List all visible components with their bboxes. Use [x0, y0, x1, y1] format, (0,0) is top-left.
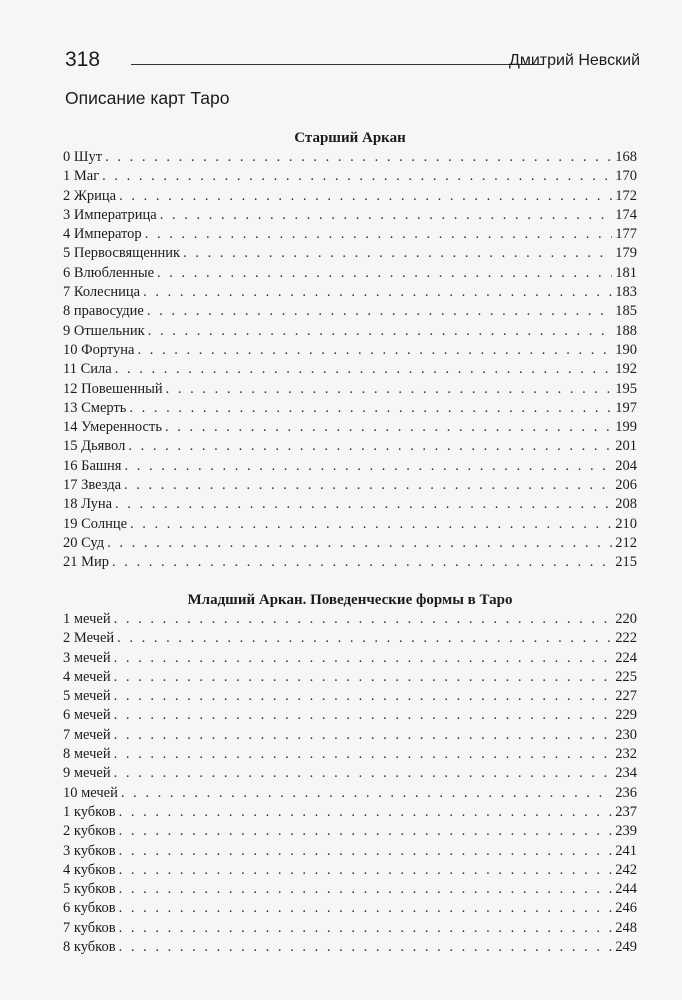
dot-leader — [114, 745, 613, 764]
dot-leader — [128, 437, 612, 456]
toc-entry-page: 181 — [615, 264, 637, 281]
toc-entry-page: 190 — [615, 341, 637, 358]
toc-entry-page: 208 — [615, 496, 637, 513]
toc-list-minor-arcana — [63, 610, 637, 957]
toc-entry-title: 16 Башня — [63, 457, 122, 474]
toc-entry-page: 225 — [615, 668, 637, 685]
dot-leader — [130, 515, 612, 534]
toc-entry-page: 232 — [615, 746, 637, 763]
toc-entry-title: 7 кубков — [63, 919, 116, 936]
toc-entry-page: 242 — [615, 861, 637, 878]
toc-entry — [63, 457, 637, 476]
toc-entry-page: 210 — [615, 515, 637, 532]
toc-entry-page: 168 — [615, 149, 637, 165]
dot-leader — [114, 649, 613, 668]
dot-leader — [105, 148, 612, 167]
toc-entry-title: 9 Отшельник — [63, 322, 145, 339]
dot-leader — [121, 784, 612, 803]
toc-entry — [63, 899, 637, 918]
toc-entry-title: 5 Первосвященник — [63, 245, 181, 262]
dot-leader — [117, 629, 612, 648]
toc-entry — [63, 437, 637, 456]
toc-entry-page: 241 — [615, 842, 637, 859]
toc-entry-page: 248 — [615, 919, 637, 936]
toc-entry-page: 229 — [615, 707, 637, 724]
dot-leader — [102, 167, 612, 186]
dot-leader — [145, 225, 613, 244]
toc-entry-title: 14 Умеренность — [63, 419, 162, 436]
toc-entry — [63, 206, 637, 225]
toc-entry-page: 246 — [615, 900, 637, 917]
dot-leader — [129, 399, 612, 418]
toc-entry-title: 9 мечей — [63, 765, 111, 782]
toc-entry — [63, 380, 637, 399]
toc-entry-title: 1 Маг — [63, 168, 100, 185]
toc-entry-page: 227 — [615, 688, 637, 705]
toc-entry-title: 13 Смерть — [63, 399, 127, 416]
toc-entry-page: 236 — [615, 784, 637, 801]
dot-leader — [119, 842, 613, 861]
dot-leader — [114, 706, 613, 725]
page-header — [65, 48, 640, 74]
toc-entry — [63, 225, 637, 244]
toc-entry-page: 204 — [615, 457, 637, 474]
toc-entry-page: 230 — [615, 726, 637, 743]
dot-leader — [183, 244, 612, 263]
dot-leader — [119, 919, 613, 938]
toc-entry — [63, 784, 637, 803]
dot-leader — [119, 822, 613, 841]
toc-entry — [63, 668, 637, 687]
toc-entry — [63, 360, 637, 379]
toc-entry-page: 172 — [615, 187, 637, 204]
toc-entry-title: 3 Императрица — [63, 206, 157, 223]
toc-entry-page: 201 — [615, 438, 637, 455]
toc-entry-page: 206 — [615, 477, 637, 494]
toc-entry — [63, 495, 637, 514]
toc-entry-title: 19 Солнце — [63, 515, 128, 532]
toc-entry-title: 8 мечей — [63, 746, 111, 763]
toc-entry-page: 234 — [615, 765, 637, 782]
toc-entry-title: 2 кубков — [63, 823, 116, 840]
toc-entry — [63, 148, 637, 167]
dot-leader — [115, 360, 613, 379]
toc-entry-title: 1 мечей — [63, 611, 111, 627]
toc-entry-page: 199 — [615, 419, 637, 436]
dot-leader — [119, 803, 613, 822]
toc-entry — [63, 919, 637, 938]
toc-entry — [63, 418, 637, 437]
section-title-minor-arcana: Младший Аркан. Поведенческие формы в Таро — [187, 592, 513, 608]
author-name: Дмитрий Невский — [509, 52, 640, 69]
toc-entry — [63, 515, 637, 534]
toc-entry — [63, 553, 637, 572]
toc-entry — [63, 629, 637, 648]
toc-entry — [63, 706, 637, 725]
toc-entry-page: 197 — [615, 399, 637, 416]
toc-entry-title: 4 Император — [63, 226, 142, 243]
dot-leader — [147, 302, 612, 321]
toc-entry-title: 8 кубков — [63, 939, 116, 956]
toc-entry-title: 2 Мечей — [63, 630, 115, 647]
toc-entry-title: 17 Звезда — [63, 477, 122, 494]
toc-entry — [63, 880, 637, 899]
toc-entry — [63, 167, 637, 186]
toc-entry — [63, 764, 637, 783]
toc-entry-title: 7 Колесница — [63, 284, 141, 301]
toc-entry — [63, 822, 637, 841]
dot-leader — [114, 610, 613, 629]
toc-entry-title: 6 кубков — [63, 900, 116, 917]
toc-entry — [63, 745, 637, 764]
dot-leader — [119, 938, 613, 957]
toc-entry-title: 20 Суд — [63, 534, 105, 551]
toc-entry-title: 2 Жрица — [63, 187, 117, 204]
toc-entry-title: 4 мечей — [63, 668, 111, 685]
toc-entry-title: 10 Фортуна — [63, 341, 135, 358]
toc-entry-page: 170 — [615, 168, 637, 185]
dot-leader — [115, 495, 612, 514]
toc-entry-page: 177 — [615, 226, 637, 243]
toc-entry — [63, 610, 637, 629]
dot-leader — [166, 380, 613, 399]
toc-entry-title: 3 кубков — [63, 842, 116, 859]
toc-entry-title: 10 мечей — [63, 784, 118, 801]
dot-leader — [107, 534, 612, 553]
dot-leader — [114, 726, 613, 745]
toc-entry — [63, 476, 637, 495]
toc-entry-page: 192 — [615, 361, 637, 378]
toc-entry — [63, 687, 637, 706]
toc-entry-page: 222 — [615, 630, 637, 647]
toc-entry-title: 5 мечей — [63, 688, 111, 705]
dot-leader — [119, 861, 613, 880]
toc-entry-page: 188 — [615, 322, 637, 339]
toc-entry-page: 224 — [615, 649, 637, 666]
dot-leader — [112, 553, 612, 572]
toc-entry-page: 179 — [615, 245, 637, 262]
dot-leader — [124, 457, 612, 476]
toc-entry — [63, 649, 637, 668]
toc-list-major-arcana — [63, 148, 637, 573]
toc-entry — [63, 399, 637, 418]
page-number: 318 — [65, 48, 101, 71]
toc-entry-title: 6 мечей — [63, 707, 111, 724]
toc-entry-title: 8 правосудие — [63, 303, 144, 320]
toc-entry-page: 183 — [615, 284, 637, 301]
toc-entry — [63, 244, 637, 263]
toc-entry — [63, 803, 637, 822]
toc-entry-title: 11 Сила — [63, 361, 112, 378]
dot-leader — [160, 206, 613, 225]
toc-entry-title: 7 мечей — [63, 726, 111, 743]
toc-entry — [63, 302, 637, 321]
toc-entry-title: 21 Мир — [63, 554, 110, 571]
toc-entry-page: 185 — [615, 303, 637, 320]
toc-entry — [63, 534, 637, 553]
dot-leader — [119, 899, 613, 918]
toc-entry-page: 239 — [615, 823, 637, 840]
dot-leader — [114, 668, 613, 687]
dot-leader — [114, 764, 613, 783]
toc-entry-title: 12 Повешенный — [63, 380, 163, 397]
toc-entry-page: 195 — [615, 380, 637, 397]
toc-entry — [63, 938, 637, 957]
toc-entry-title: 5 кубков — [63, 881, 116, 898]
toc-entry-page: 212 — [615, 534, 637, 551]
toc-entry — [63, 726, 637, 745]
toc-entry — [63, 861, 637, 880]
toc-entry-page: 237 — [615, 803, 637, 820]
dot-leader — [143, 283, 612, 302]
section-title-major-arcana: Старший Аркан — [294, 130, 406, 146]
dot-leader — [119, 187, 612, 206]
toc-entry-page: 174 — [615, 206, 637, 223]
dot-leader — [119, 880, 613, 899]
toc-entry-title: 4 кубков — [63, 861, 116, 878]
dot-leader — [165, 418, 612, 437]
toc-entry-title: 0 Шут — [63, 149, 103, 165]
dot-leader — [137, 341, 612, 360]
toc-entry-title: 3 мечей — [63, 649, 111, 666]
toc-entry — [63, 283, 637, 302]
toc-entry — [63, 187, 637, 206]
dot-leader — [148, 322, 613, 341]
dot-leader — [157, 264, 612, 283]
toc-entry — [63, 264, 637, 283]
toc-entry-page: 249 — [615, 939, 637, 956]
toc-entry — [63, 341, 637, 360]
toc-entry — [63, 322, 637, 341]
toc-entry-page: 220 — [615, 611, 637, 627]
toc-entry-title: 1 кубков — [63, 803, 116, 820]
header-rule — [131, 64, 543, 65]
page-subtitle: Описание карт Таро — [65, 88, 230, 108]
toc-entry — [63, 842, 637, 861]
toc-entry-title: 18 Луна — [63, 496, 113, 513]
toc-entry-page: 215 — [615, 554, 637, 571]
toc-entry-page: 244 — [615, 881, 637, 898]
toc-entry-title: 15 Дьявол — [63, 438, 126, 455]
dot-leader — [124, 476, 612, 495]
dot-leader — [114, 687, 613, 706]
toc-entry-title: 6 Влюбленные — [63, 264, 155, 281]
